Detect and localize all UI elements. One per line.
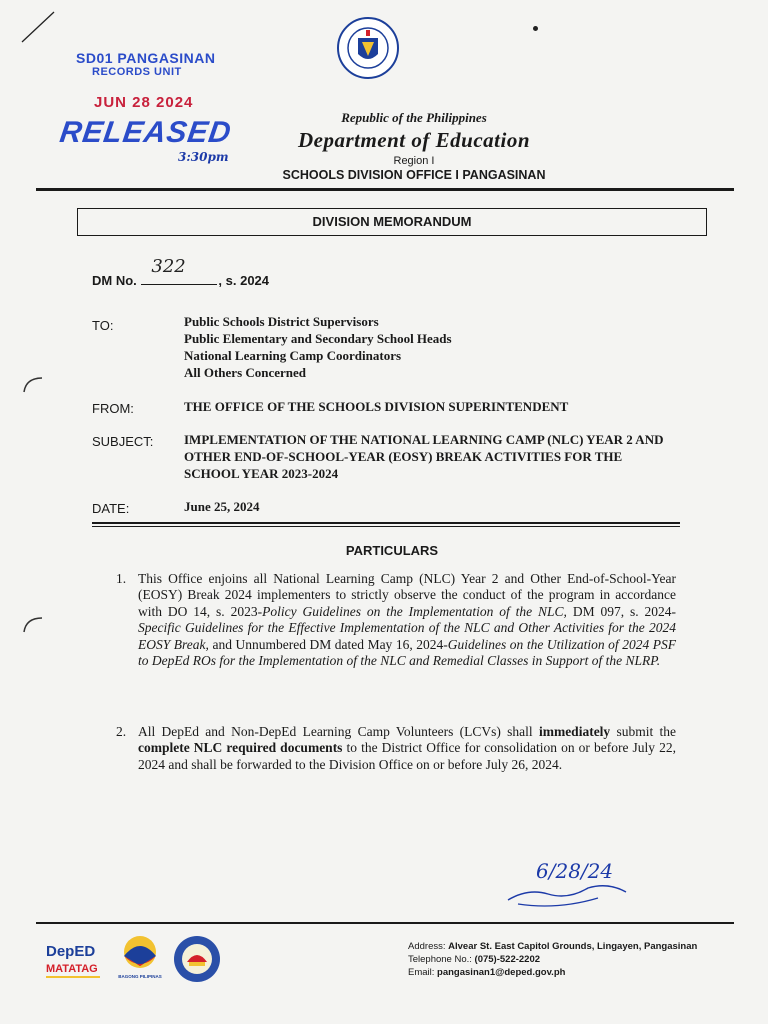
to-label: TO: [92,318,114,333]
punch-mark [20,372,46,398]
paragraph-text [138,724,676,773]
text-run-bold: immediately [538,724,611,739]
recipient: National Learning Camp Coordinators [184,348,402,363]
deped-logo-text: DepED [46,943,96,960]
phone-label: Telephone No.: [408,954,475,965]
to-recipients [184,313,452,381]
stamp-office: SD01 PANGASINAN [76,50,216,66]
recipient: All Others Concerned [184,365,307,380]
stamp-date: JUN 28 2024 [94,94,194,111]
dm-prefix: DM No. [92,273,137,288]
address-label: Address: [408,941,449,952]
particulars-heading: PARTICULARS [345,543,439,558]
memo-title: DIVISION MEMORANDUM [312,214,472,229]
text-run-italic: Policy Guidelines on the Implementation of the NLC, [262,603,567,619]
text-run-bold: complete NLC required documents [138,740,343,756]
stamp-time: 3:30pm [178,150,229,164]
email-line [408,966,697,979]
pen-mark [18,8,58,48]
dm-number-line [92,256,270,288]
header-rule [36,188,734,191]
deped-matatag-logo [44,938,104,982]
email-value: pangasinan1@deped.gov.ph [437,967,566,978]
contact-block [408,940,697,979]
paragraph-text [138,571,676,669]
republic-heading: Republic of the Philippines [341,110,487,125]
signature-date: 6/28/24 [536,859,614,883]
signature-initial [498,848,648,918]
text-run: All DepEd and Non-DepEd Learning Camp Volunteers (LCVs) shall [138,724,539,739]
address-value: Alvear St. East Capitol Grounds, Lingayen, Pangasinan [448,941,698,952]
paragraph-number: 1. [116,571,127,586]
phone-value: (075)-522-2202 [474,954,541,965]
email-label: Email: [408,967,438,978]
dm-suffix: , s. 2024 [218,273,270,288]
date-label: DATE: [92,501,130,516]
footer-rule [36,922,734,924]
from-label: FROM: [92,401,134,416]
text-run: submit the [610,724,676,739]
text-run-italic: Specific Guidelines for the Effective Implementation of the NLC and Other Activities for the 2024 EOSY Break, [138,620,676,652]
region-heading: Region I [393,155,435,167]
paragraph-2 [116,724,676,773]
dm-number-blank [141,256,217,285]
punch-mark [20,612,46,638]
ink-dot [533,26,538,31]
stamp-unit: RECORDS UNIT [92,66,182,78]
deped-seal-icon [336,16,400,80]
text-run: This Office enjoins all National Learning Camp (NLC) Year 2 and Other End-of-School-Year (EOSY) Break 2024 implementers to strictly observe the conduct of the program in accordance with DO 14, s. 2023- [138,571,676,619]
text-run: DM 097, s. 2024- [566,603,676,619]
dm-number: 322 [151,256,186,277]
text-run: and Unnumbered DM dated May 16, 2024- [208,636,448,652]
text-run: to the District Office for consolidation on or before July 22, 2024 and shall be forwarded to the Division Office on or before July 26, 2024. [138,740,676,772]
paragraph-number: 2. [116,724,127,739]
subject-label: SUBJECT: [92,434,154,449]
department-heading: Department of Education [297,128,530,152]
bagong-pilipinas-logo [116,932,164,980]
bagong-logo-text: BAGONG PILIPINAS [118,974,162,979]
subject-rule [92,522,680,524]
division-heading: SCHOOLS DIVISION OFFICE I PANGASINAN [282,168,546,182]
paragraph-1 [116,571,676,669]
subject-rule-thin [92,526,680,527]
date-value: June 25, 2024 [184,499,260,514]
subject-value: IMPLEMENTATION OF THE NATIONAL LEARNING CAMP (NLC) YEAR 2 AND OTHER END-OF-SCHOOL-YEAR (EOSY) BREAK ACTIVITIES FOR THE SCHOOL YEAR 2023-2024 [184,432,664,481]
address-line [408,940,697,953]
phone-line [408,953,697,966]
matatag-logo-text: MATATAG [46,963,98,975]
stamp-released: RELEASED [57,116,234,149]
recipient: Public Elementary and Secondary School Heads [184,331,452,346]
from-value: THE OFFICE OF THE SCHOOLS DIVISION SUPERINTENDENT [184,399,569,414]
division-seal-icon [172,934,222,984]
text-run-italic: Guidelines on the Utilization of 2024 PSF to DepEd ROs for the Implementation of the NLC and Remedial Classes in Support of the NLRP. [138,636,676,669]
recipient: Public Schools District Supervisors [184,314,379,329]
